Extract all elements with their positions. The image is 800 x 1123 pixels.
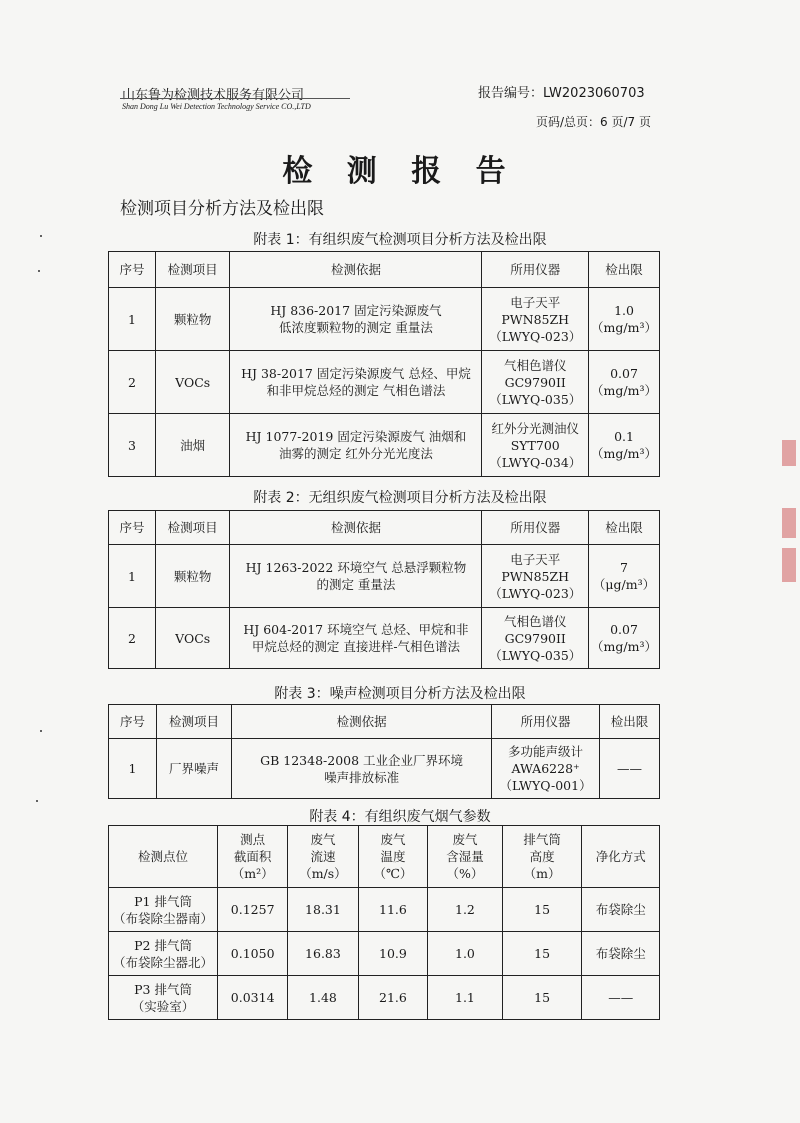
test-basis: HJ 836-2017 固定污染源废气 低浓度颗粒物的测定 重量法 bbox=[230, 288, 482, 351]
test-basis: HJ 1077-2019 固定污染源废气 油烟和 油雾的测定 红外分光光度法 bbox=[230, 414, 482, 477]
header-cell: 序号 bbox=[109, 705, 157, 739]
table1-caption: 附表 1：有组织废气检测项目分析方法及检出限 bbox=[253, 232, 547, 248]
instrument: 气相色谱仪 GC9790II （LWYQ-035） bbox=[482, 608, 589, 669]
instrument: 红外分光测油仪 SYT700 （LWYQ-034） bbox=[482, 414, 589, 477]
moisture-content: 1.2 bbox=[428, 888, 503, 932]
header-cell: 废气 温度 （℃） bbox=[358, 826, 427, 888]
page-number: 页码/总页：6 页/7 页 bbox=[536, 115, 651, 129]
purification-method: 布袋除尘 bbox=[582, 932, 660, 976]
table-row bbox=[109, 545, 660, 608]
header-cell: 检出限 bbox=[589, 511, 660, 545]
row-number: 1 bbox=[109, 739, 157, 799]
header-cell: 净化方式 bbox=[582, 826, 660, 888]
purification-method: —— bbox=[582, 976, 660, 1020]
header-cell: 检测项目 bbox=[156, 705, 231, 739]
stack-height: 15 bbox=[502, 932, 582, 976]
header-cell: 废气 含湿量 （%） bbox=[428, 826, 503, 888]
section-title: 检测项目分析方法及检出限 bbox=[120, 199, 324, 219]
document-title: 检 测 报 告 bbox=[282, 154, 518, 189]
detection-limit: 0.07 （mg/m³） bbox=[589, 351, 660, 414]
test-basis: HJ 1263-2022 环境空气 总悬浮颗粒物 的测定 重量法 bbox=[230, 545, 482, 608]
scan-mark bbox=[36, 800, 38, 802]
table-row bbox=[109, 608, 660, 669]
table2-caption: 附表 2：无组织废气检测项目分析方法及检出限 bbox=[253, 490, 547, 506]
stack-height: 15 bbox=[502, 888, 582, 932]
table-header-row bbox=[109, 705, 660, 739]
test-basis: HJ 604-2017 环境空气 总烃、甲烷和非 甲烷总烃的测定 直接进样-气相色谱法 bbox=[230, 608, 482, 669]
header-cell: 检测依据 bbox=[230, 252, 482, 288]
test-basis: HJ 38-2017 固定污染源废气 总烃、甲烷 和非甲烷总烃的测定 气相色谱法 bbox=[230, 351, 482, 414]
company-name-cn: 山东鲁为检测技术服务有限公司 bbox=[122, 88, 305, 103]
test-item: VOCs bbox=[155, 351, 230, 414]
gas-temperature: 11.6 bbox=[358, 888, 427, 932]
test-item: 颗粒物 bbox=[155, 288, 230, 351]
section-area: 0.0314 bbox=[218, 976, 288, 1020]
header-cell: 检测项目 bbox=[155, 252, 230, 288]
seal-stamp-fragment bbox=[782, 508, 796, 538]
section-area: 0.1257 bbox=[218, 888, 288, 932]
instrument: 电子天平 PWN85ZH （LWYQ-023） bbox=[482, 288, 589, 351]
table-header-row bbox=[109, 511, 660, 545]
scan-mark bbox=[40, 730, 42, 732]
table-row bbox=[109, 739, 660, 799]
table-row bbox=[109, 288, 660, 351]
table4-caption: 附表 4：有组织废气烟气参数 bbox=[309, 809, 491, 825]
header-cell: 序号 bbox=[109, 511, 156, 545]
header-cell: 检出限 bbox=[599, 705, 659, 739]
instrument: 多功能声级计 AWA6228⁺ （LWYQ-001） bbox=[492, 739, 600, 799]
row-number: 3 bbox=[109, 414, 156, 477]
row-number: 2 bbox=[109, 608, 156, 669]
row-number: 1 bbox=[109, 288, 156, 351]
row-number: 2 bbox=[109, 351, 156, 414]
table-row bbox=[109, 351, 660, 414]
header-cell: 废气 流速 （m/s） bbox=[288, 826, 359, 888]
report-number: 报告编号：LW2023060703 bbox=[478, 86, 645, 101]
detection-limit: 7 （μg/m³） bbox=[589, 545, 660, 608]
flow-velocity: 16.83 bbox=[288, 932, 359, 976]
test-item: VOCs bbox=[155, 608, 230, 669]
seal-stamp-fragment bbox=[782, 440, 796, 466]
instrument: 电子天平 PWN85ZH （LWYQ-023） bbox=[482, 545, 589, 608]
header-cell: 所用仪器 bbox=[492, 705, 600, 739]
moisture-content: 1.1 bbox=[428, 976, 503, 1020]
company-name-en: Shan Dong Lu Wei Detection Technology Service CO.,LTD bbox=[122, 102, 311, 111]
gas-temperature: 21.6 bbox=[358, 976, 427, 1020]
header-cell: 所用仪器 bbox=[482, 252, 589, 288]
instrument: 气相色谱仪 GC9790II （LWYQ-035） bbox=[482, 351, 589, 414]
scan-mark bbox=[38, 270, 40, 272]
header-cell: 检出限 bbox=[589, 252, 660, 288]
table3-caption: 附表 3：噪声检测项目分析方法及检出限 bbox=[274, 686, 526, 702]
row-number: 1 bbox=[109, 545, 156, 608]
header-cell: 测点 截面积 （m²） bbox=[218, 826, 288, 888]
table4-flue-gas-parameters bbox=[108, 825, 660, 1020]
sampling-point: P3 排气筒 （实验室） bbox=[109, 976, 218, 1020]
sampling-point: P1 排气筒 （布袋除尘器南） bbox=[109, 888, 218, 932]
table1-organized-exhaust-methods bbox=[108, 251, 660, 477]
detection-limit: 0.1 （mg/m³） bbox=[589, 414, 660, 477]
stack-height: 15 bbox=[502, 976, 582, 1020]
table-row bbox=[109, 414, 660, 477]
table-header-row bbox=[109, 826, 660, 888]
test-item: 颗粒物 bbox=[155, 545, 230, 608]
header-divider bbox=[120, 98, 350, 99]
section-area: 0.1050 bbox=[218, 932, 288, 976]
table2-unorganized-exhaust-methods bbox=[108, 510, 660, 669]
test-item: 油烟 bbox=[155, 414, 230, 477]
flow-velocity: 18.31 bbox=[288, 888, 359, 932]
header-cell: 排气筒 高度 （m） bbox=[502, 826, 582, 888]
table-header-row bbox=[109, 252, 660, 288]
header-cell: 所用仪器 bbox=[482, 511, 589, 545]
gas-temperature: 10.9 bbox=[358, 932, 427, 976]
scan-mark bbox=[40, 235, 42, 237]
seal-stamp-fragment bbox=[782, 548, 796, 582]
test-basis: GB 12348-2008 工业企业厂界环境 噪声排放标准 bbox=[232, 739, 492, 799]
flow-velocity: 1.48 bbox=[288, 976, 359, 1020]
table-row bbox=[109, 932, 660, 976]
detection-limit: —— bbox=[599, 739, 659, 799]
sampling-point: P2 排气筒 （布袋除尘器北） bbox=[109, 932, 218, 976]
table-row bbox=[109, 976, 660, 1020]
header-cell: 检测项目 bbox=[155, 511, 230, 545]
table-row bbox=[109, 888, 660, 932]
moisture-content: 1.0 bbox=[428, 932, 503, 976]
header-cell: 检测依据 bbox=[232, 705, 492, 739]
test-item: 厂界噪声 bbox=[156, 739, 231, 799]
header-cell: 检测依据 bbox=[230, 511, 482, 545]
header-cell: 序号 bbox=[109, 252, 156, 288]
header-cell: 检测点位 bbox=[109, 826, 218, 888]
detection-limit: 1.0 （mg/m³） bbox=[589, 288, 660, 351]
detection-limit: 0.07 （mg/m³） bbox=[589, 608, 660, 669]
table3-noise-methods bbox=[108, 704, 660, 799]
purification-method: 布袋除尘 bbox=[582, 888, 660, 932]
